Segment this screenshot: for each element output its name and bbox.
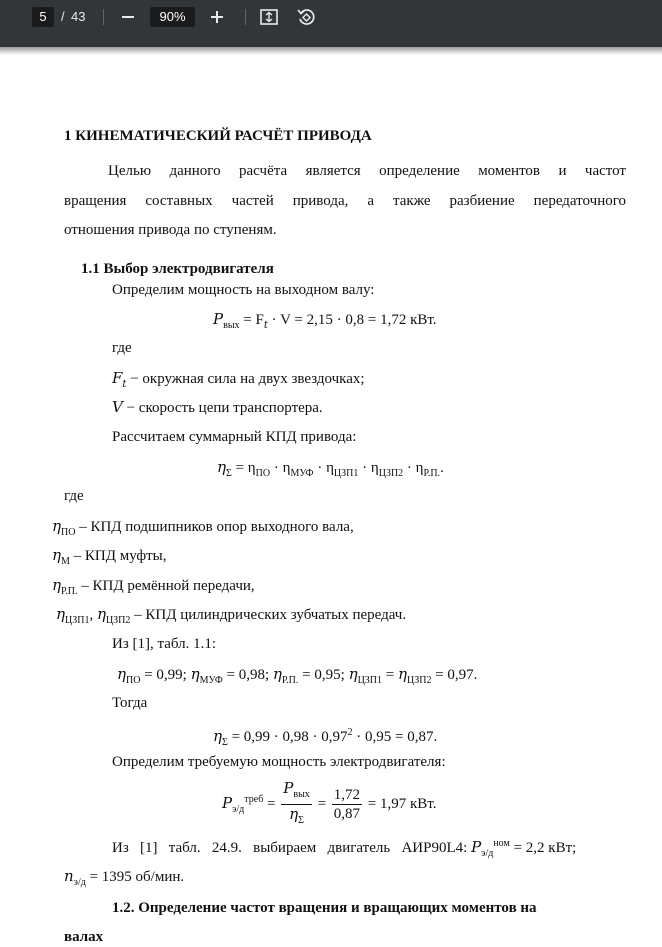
word-gde: где xyxy=(112,340,132,356)
definition-text: – КПД ремённой передачи, xyxy=(77,578,255,594)
formula-part: = xyxy=(263,795,280,812)
subscript: Р.П. xyxy=(61,586,78,597)
subscript: t xyxy=(263,320,268,331)
paragraph-text: Из [1] табл. 24.9. выбираем двигатель АИР90L4: xyxy=(112,840,468,856)
paragraph-source-table: Из [1], табл. 1.1: xyxy=(112,636,217,652)
symbol: η xyxy=(96,605,106,623)
minus-icon[interactable] xyxy=(116,5,140,29)
document-page xyxy=(0,55,662,947)
formula-part: · η xyxy=(313,460,334,476)
formula-total-efficiency-value xyxy=(213,724,437,752)
subscript: Σ xyxy=(222,737,228,748)
formula-part: = 1395 об/мин. xyxy=(85,869,185,885)
rotate-icon[interactable] xyxy=(294,5,318,29)
intro-line-3: отношения привода по ступеням. xyxy=(64,222,277,238)
paragraph-motor-choice xyxy=(112,835,576,863)
subscript: МУФ xyxy=(290,468,314,479)
word-togda: Тогда xyxy=(112,695,148,711)
symbol: η xyxy=(52,576,61,594)
formula-part: · η xyxy=(358,460,379,476)
formula-part: = 0,99 · 0,98 · 0,97 xyxy=(227,729,348,745)
subscript: э/д xyxy=(232,803,245,815)
formula-part: = 0,97. xyxy=(431,667,478,683)
symbol: η xyxy=(190,665,200,683)
symbol: n xyxy=(64,867,74,885)
definition-eta-m xyxy=(52,546,166,571)
formula-part: = η xyxy=(231,460,256,476)
symbol: P xyxy=(213,310,224,328)
toolbar-shadow xyxy=(0,47,662,55)
superscript: ном xyxy=(493,838,510,849)
subscript: Р.П. xyxy=(423,468,441,479)
subscript: ПО xyxy=(255,468,271,479)
symbol: P xyxy=(471,838,482,856)
symbol: η xyxy=(397,665,407,683)
zoom-level-input[interactable]: 90% xyxy=(150,7,195,27)
word-gde: где xyxy=(64,488,84,504)
symbol: η xyxy=(348,665,358,683)
definition-text: − окружная сила на двух звездочках; xyxy=(126,371,365,387)
formula-part: = 0,95; xyxy=(298,667,349,683)
subscript: э/д xyxy=(481,848,494,859)
symbol: V xyxy=(112,398,123,416)
page-separator: / xyxy=(61,9,65,24)
subscript: вых xyxy=(293,789,310,800)
page-total: 43 xyxy=(71,9,86,24)
symbol: P xyxy=(222,793,233,812)
denominator: 0,87 xyxy=(333,806,361,822)
symbol: η xyxy=(272,665,282,683)
formula-part: , xyxy=(89,607,97,623)
formula-part: = 0,98; xyxy=(222,667,273,683)
subscript: ЦЗП2 xyxy=(406,675,432,686)
plus-icon[interactable] xyxy=(205,5,229,29)
heading-section-1: 1 КИНЕМАТИЧЕСКИЙ РАСЧЁТ ПРИВОДА xyxy=(64,128,372,144)
definition-ft xyxy=(112,369,365,394)
definition-text: − скорость цепи транспортера. xyxy=(122,400,323,416)
subscript: ЦЗП2 xyxy=(378,468,404,479)
formula-part: = 2,2 кВт; xyxy=(509,840,577,856)
definition-text: – КПД подшипников опор выходного вала, xyxy=(75,519,354,535)
subscript: вых xyxy=(223,320,240,331)
subscript: э/д xyxy=(73,877,86,888)
formula-part: · 0,95 = 0,87. xyxy=(352,729,438,745)
definition-eta-po xyxy=(52,517,354,542)
heading-section-1-2-cont: валах xyxy=(64,929,104,945)
numerator: 1,72 xyxy=(333,787,361,803)
subscript: ЦЗП1 xyxy=(333,468,359,479)
formula-part: = 0,99; xyxy=(140,667,191,683)
formula-motor-speed xyxy=(64,867,184,892)
fraction-values xyxy=(332,786,362,823)
heading-section-1-1: 1.1 Выбор электродвигателя xyxy=(81,261,274,277)
definition-eta-czp xyxy=(56,605,406,630)
subscript: ЦЗП1 xyxy=(357,675,383,686)
paragraph-required-power: Определим требуемую мощность электродвигателя: xyxy=(112,754,446,770)
subscript: t xyxy=(122,379,127,390)
symbol: η xyxy=(117,665,126,683)
denominator xyxy=(281,805,312,830)
symbol: η xyxy=(217,458,226,476)
subscript: МУФ xyxy=(199,675,223,686)
symbol: η xyxy=(52,546,61,564)
symbol: η xyxy=(289,805,299,823)
subscript: Σ xyxy=(226,468,232,479)
page-number-input[interactable]: 5 xyxy=(32,7,54,27)
intro-line-1: Целью данного расчёта является определение моментов и частот xyxy=(108,163,626,179)
subscript: ЦЗП2 xyxy=(105,615,131,626)
formula-part: = F xyxy=(239,312,264,328)
intro-line-2: вращения составных частей привода, а также разбиение передаточного xyxy=(64,193,626,209)
definition-text: – КПД цилиндрических зубчатых передач. xyxy=(130,607,407,623)
definition-text: – КПД муфты, xyxy=(69,548,167,564)
subscript: ПО xyxy=(126,675,141,686)
toolbar-divider xyxy=(245,9,246,25)
definition-eta-rp xyxy=(52,576,255,601)
formula-efficiency-values xyxy=(117,665,477,690)
heading-section-1-2: 1.2. Определение частот вращения и вращающих моментов на xyxy=(112,900,537,916)
paragraph-total-efficiency: Рассчитаем суммарный КПД привода: xyxy=(112,429,357,445)
symbol: F xyxy=(112,369,123,387)
fit-page-icon[interactable] xyxy=(257,5,281,29)
subscript: ЦЗП1 xyxy=(65,615,90,626)
symbol: η xyxy=(213,727,222,745)
pdf-toolbar xyxy=(0,0,662,47)
fraction-power-efficiency xyxy=(281,779,312,830)
formula-output-power xyxy=(213,310,437,335)
formula-part: = xyxy=(382,667,398,683)
subscript: Р.П. xyxy=(281,675,299,686)
superscript: 2 xyxy=(347,727,353,738)
numerator xyxy=(281,779,312,805)
formula-total-efficiency xyxy=(217,458,444,483)
symbol: η xyxy=(52,517,61,535)
subscript: ПО xyxy=(61,527,76,538)
formula-required-power xyxy=(222,779,436,830)
subscript: Σ xyxy=(298,815,304,826)
formula-part: · V = 2,15 · 0,8 = 1,72 кВт. xyxy=(267,312,437,328)
formula-part: = xyxy=(313,795,330,812)
formula-part: = 1,97 кВт. xyxy=(364,795,437,812)
formula-part: · η xyxy=(270,460,291,476)
definition-v xyxy=(112,398,323,417)
subscript: М xyxy=(61,556,70,567)
paragraph-output-power: Определим мощность на выходном валу: xyxy=(112,282,375,298)
toolbar-divider xyxy=(103,9,104,25)
formula-part: · η xyxy=(403,460,424,476)
superscript: треб xyxy=(244,793,264,805)
symbol: η xyxy=(56,605,65,623)
formula-part: . xyxy=(440,460,444,476)
symbol: P xyxy=(283,779,294,797)
